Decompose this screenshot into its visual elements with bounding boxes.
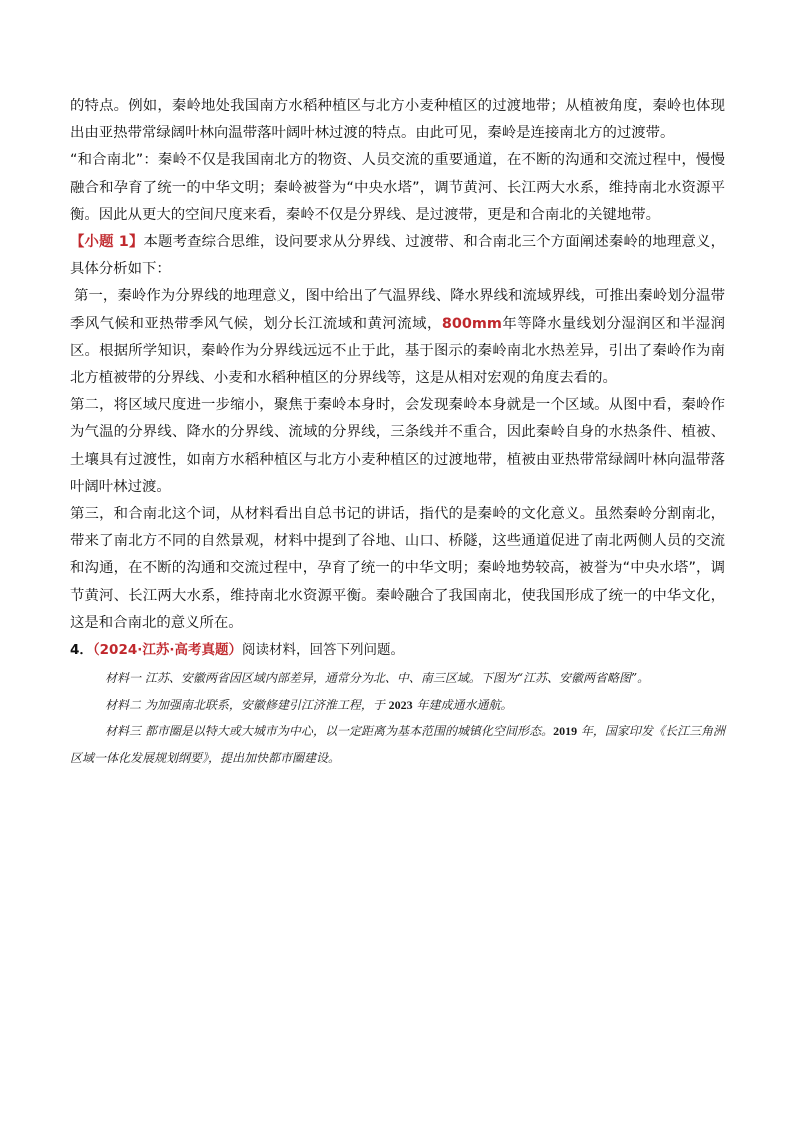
paragraph-first-point [70,283,725,392]
material-3-year: 2019 [553,724,578,739]
question-prompt: 阅读材料，回答下列问题。 [242,642,404,659]
subquestion-label: 【小题 1】 [70,234,144,251]
paragraph-transition: 的特点。例如，秦岭地处我国南方水稻种植区与北方小麦种植区的过渡地带；从植被角度，秦岭也体现出由亚热带常绿阔叶林向温带落叶阔叶林过渡的特点。由此可见，秦岭是连接南北方的过渡带。 [70,98,725,142]
first-point-text-a: 第一，秦岭作为分界线的地理意义，图中给出了气温界线、降水界线和流域界线，可推出秦岭划分温带季风气候和亚热带季风气候，划分长江流域和黄河流域， [70,288,725,332]
material-2-text-b: 年建成通水通航。 [412,697,513,712]
question-4-header [70,639,725,661]
paragraph-subquestion-1 [70,229,725,283]
material-1: 材料一 江苏、安徽两省因区域内部差异，通常分为北、中、南三区域。下图为“江苏、安徽两省略图”。 [105,671,650,686]
paragraph-second-point: 第二，将区域尺度进一步缩小，聚焦于秦岭本身时，会发现秦岭本身就是一个区域。从图中看，秦岭作为气温的分界线、降水的分界线、流域的分界线，三条线并不重合，因此秦岭自身的水热条件、植被、土壤具有过渡性，如南方水稻种植区与北方小麦种植区的过渡地带，植被由亚热带常绿阔叶林向温带落叶阔叶林过渡。 [70,397,725,495]
material-2-text-a: 材料二 为加强南北联系，安徽修建引江济淮工程，于 [105,697,389,712]
question-source: （2024·江苏·高考真题） [92,642,242,659]
question-number: 4． [70,642,93,659]
material-2 [70,692,725,719]
material-2-year: 2023 [388,697,413,712]
document-page [70,93,725,771]
material-3-text-b: 年，国家印发《长江三角洲区域一体化发展规划纲要》，提出加快都市圈建设。 [70,724,725,765]
paragraph-third-point: 第三，和合南北这个词，从材料看出自总书记的讲话，指代的是秦岭的文化意义。虽然秦岭分割南北，带来了南北方不同的自然景观，材料中提到了谷地、山口、桥隧，这些通道促进了南北两侧人员的交流和沟通，在不断的沟通和交流过程中，孕育了统一的中华文明；秦岭地势较高，被誉为“中央水塔”，调节黄河、长江两大水系，维持南北水资源平衡。秦岭融合了我国南北，使我国形成了统一的中华文化，这是和合南北的意义所在。 [70,506,725,631]
subquestion-text: 本题考查综合思维，设问要求从分界线、过渡带、和合南北三个方面阐述秦岭的地理意义，具体分析如下： [70,234,725,278]
material-3-text-a: 材料三 都市圈是以特大或大城市为中心，以一定距离为基本范围的城镇化空间形态。 [105,724,554,739]
material-3 [70,718,725,771]
paragraph-harmony: “和合南北”：秦岭不仅是我国南北方的物资、人员交流的重要通道，在不断的沟通和交流过程中，慢慢融合和孕育了统一的中华文明；秦岭被誉为“中央水塔”，调节黄河、长江两大水系，维持南北水资源平衡。因此从更大的空间尺度来看，秦岭不仅是分界线、是过渡带，更是和合南北的关键地带。 [70,152,725,223]
first-point-text-b: 年等降水量线划分湿润区和半湿润区。根据所学知识，秦岭作为分界线远远不止于此，基于图示的秦岭南北水热差异，引出了秦岭作为南北方植被带的分界线、小麦和水稻种植区的分界线等，这是从相对宏观的角度去看的。 [70,315,725,387]
precipitation-highlight: 800mm [441,315,502,332]
